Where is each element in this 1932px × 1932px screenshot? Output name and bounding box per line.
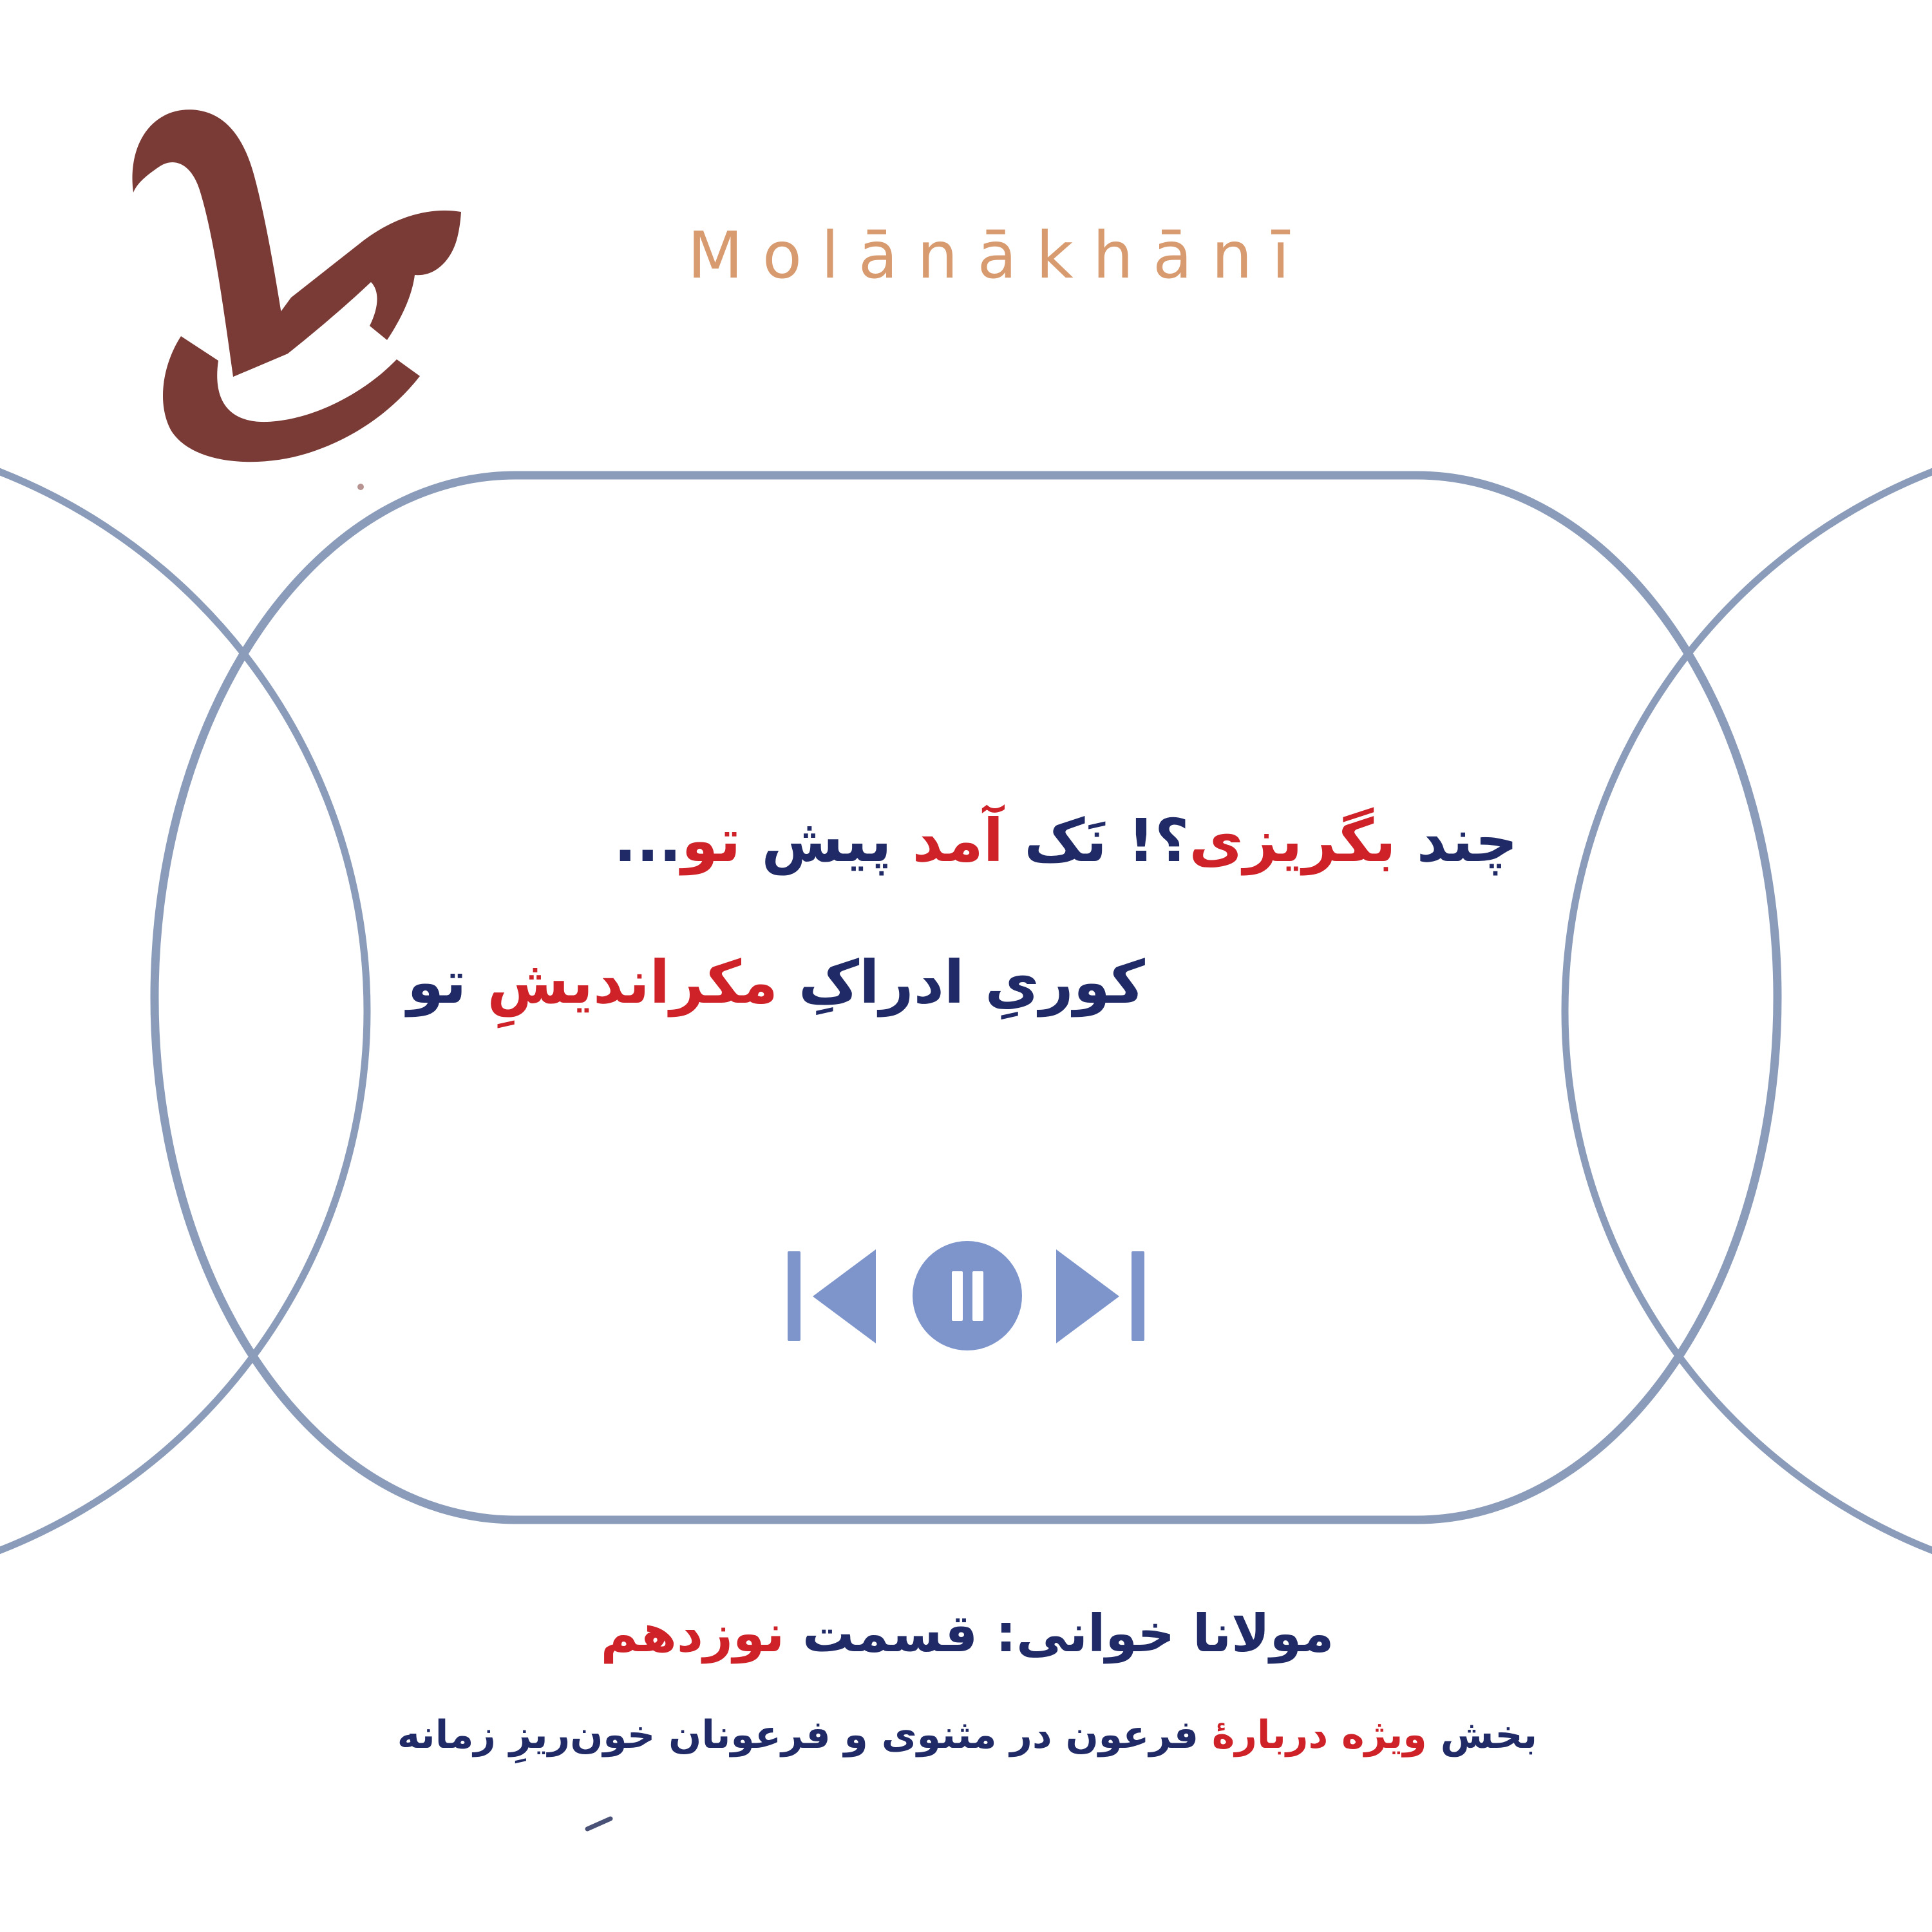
caption-segment: بخش — [1426, 1712, 1538, 1757]
caption-segment: نوزدهم — [600, 1604, 785, 1663]
caption-segment: ویژه دربارهٔ — [1198, 1712, 1427, 1757]
verse-segment: چند — [1396, 806, 1518, 875]
next-track-button[interactable] — [1056, 1249, 1144, 1343]
episode-subcaption — [397, 1705, 1537, 1765]
verse-segment: ... — [614, 806, 682, 875]
calligraphic-kaf-swan-logo-icon — [132, 109, 461, 490]
verse-segment: بگریزی — [1189, 806, 1396, 875]
verse-segment: کوریِ ادراکِ — [777, 948, 1145, 1017]
pause-button[interactable] — [913, 1241, 1022, 1350]
caption-segment: مولانا خوانی: قسمت — [784, 1604, 1334, 1663]
brand-title: Molānākhānī — [687, 218, 1309, 293]
verse-segment: پیش — [741, 806, 892, 875]
stray-diacritic-mark — [587, 1819, 611, 1829]
logo-ink-speck — [357, 484, 364, 490]
next-track-icon — [1056, 1249, 1144, 1343]
verse-line-1 — [614, 795, 1518, 887]
verse-segment: ؟! — [1106, 806, 1189, 875]
previous-track-icon — [788, 1249, 876, 1343]
right-circle-outline — [1565, 431, 1932, 1591]
verse-segment: مکراندیشِ — [487, 948, 778, 1017]
pause-icon — [913, 1241, 1022, 1350]
verse-segment: آمد — [891, 806, 1004, 875]
verse-segment: نَک — [1003, 806, 1107, 875]
caption-segment: فرعون در مثنوی و فرعونان خون‌ریزِ زمانه — [397, 1712, 1199, 1757]
episode-caption — [601, 1594, 1334, 1674]
verse-segment: تو — [681, 806, 741, 875]
verse-segment: تو — [407, 948, 488, 1017]
player-controls — [788, 1241, 1144, 1350]
previous-track-button[interactable] — [788, 1249, 876, 1343]
left-circle-outline — [0, 431, 367, 1591]
verse-line-2 — [407, 937, 1145, 1029]
